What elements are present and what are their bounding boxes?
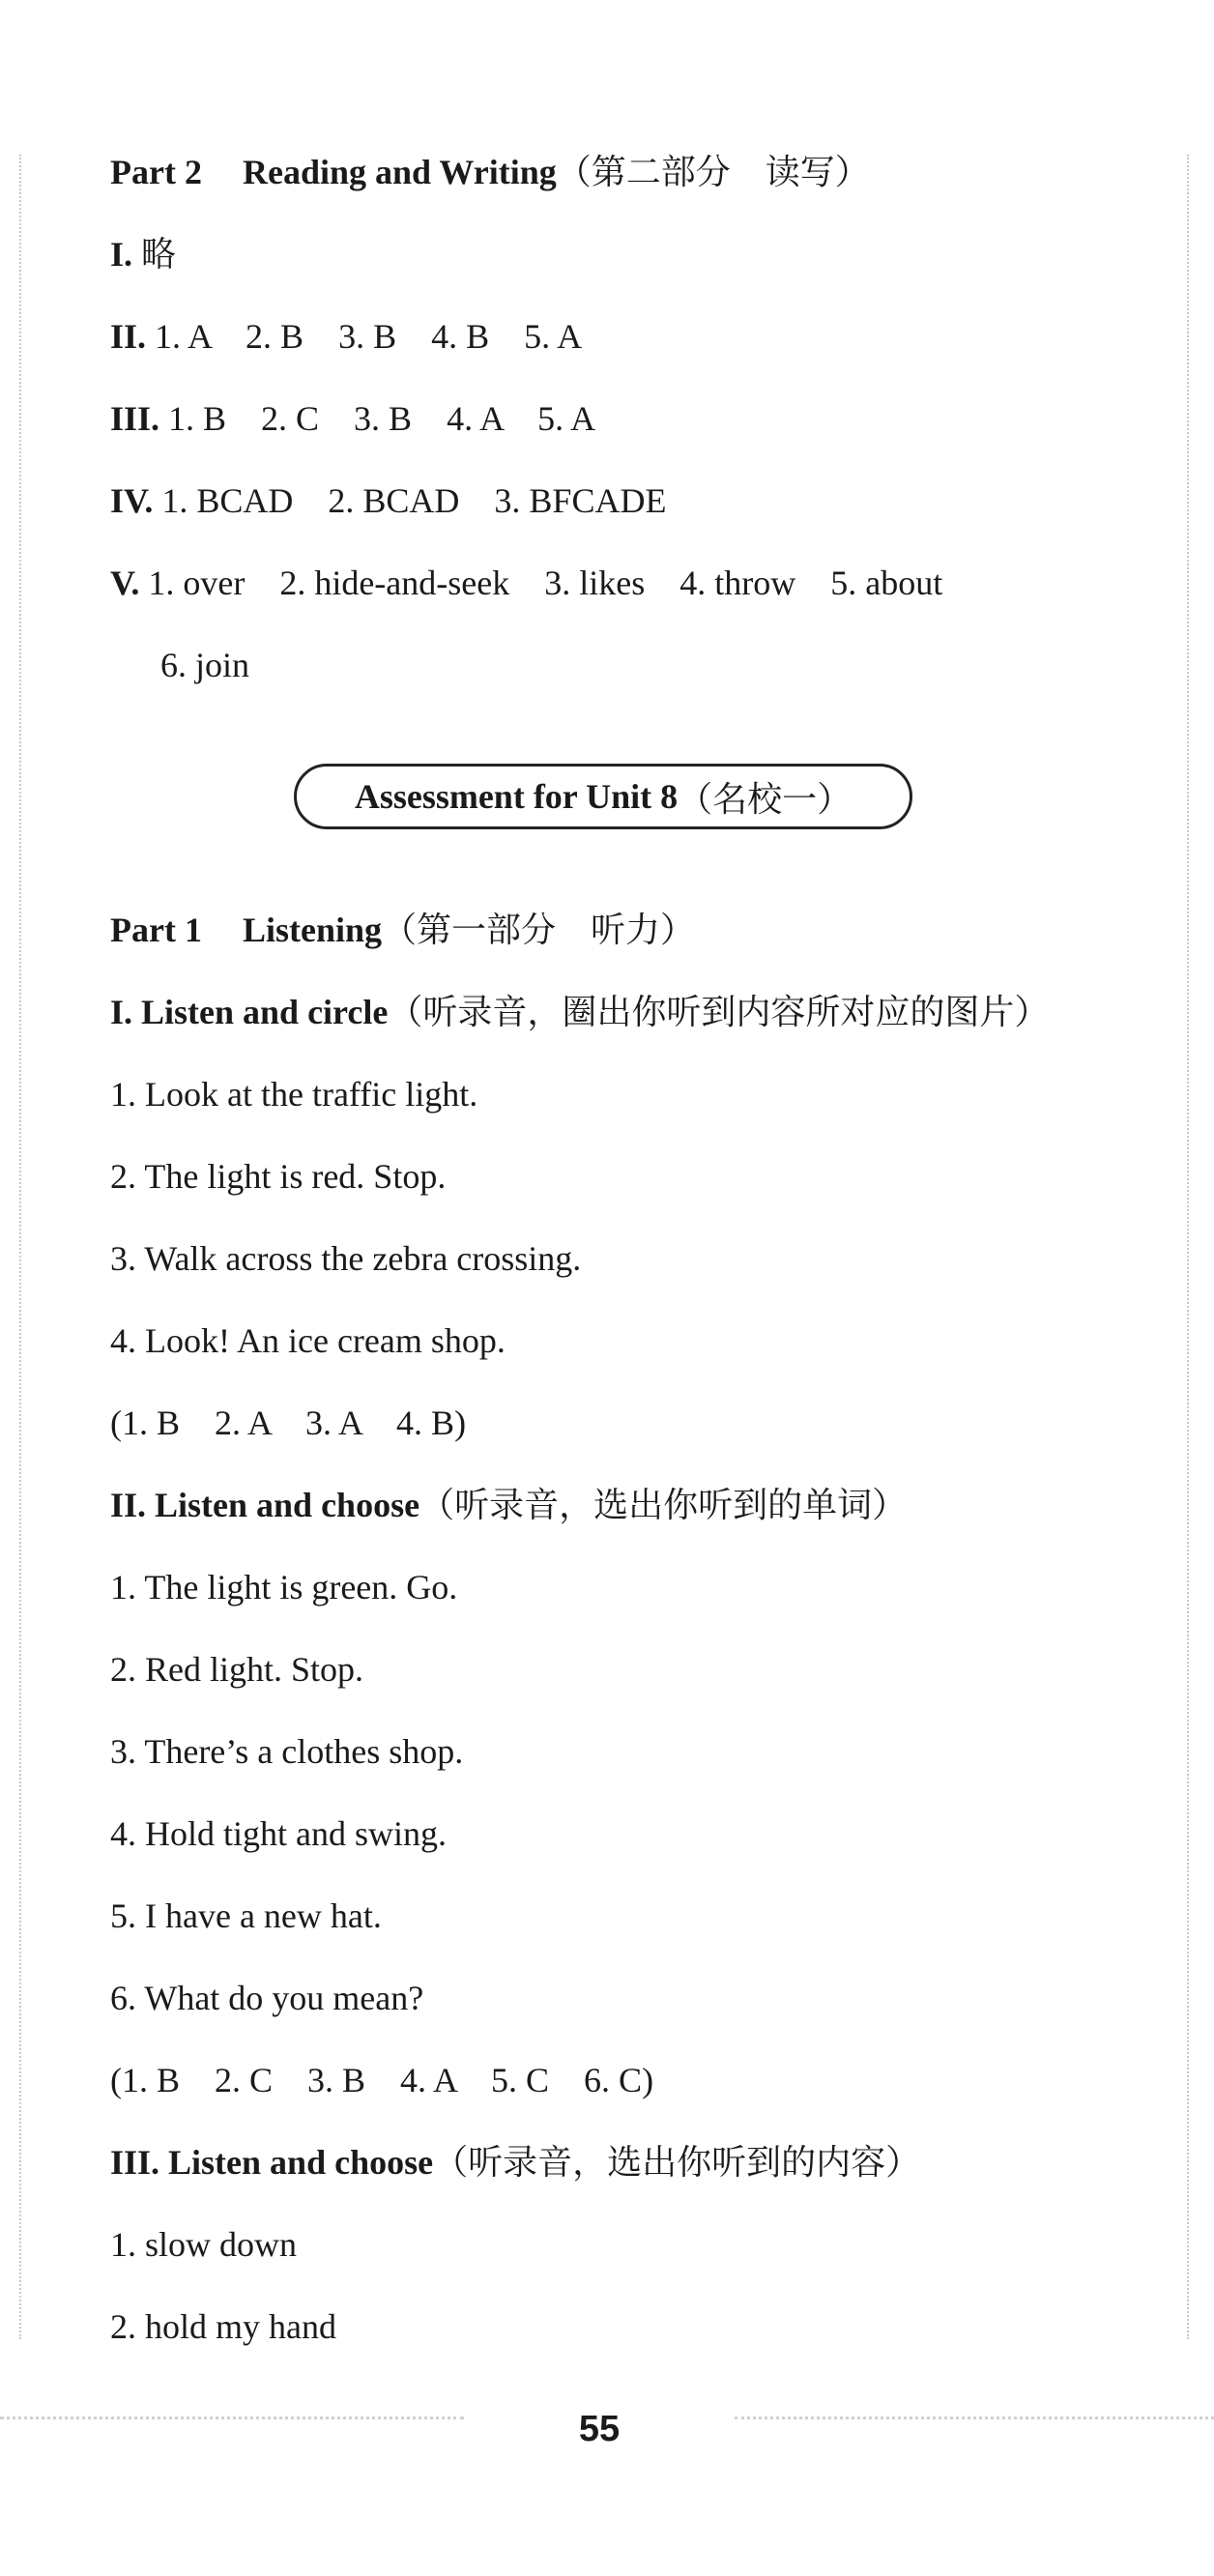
- section2-answers: (1. B 2. C 3. B 4. A 5. C 6. C): [110, 2061, 654, 2099]
- part2-item-4: IV. 1. BCAD 2. BCAD 3. BFCADE: [110, 481, 667, 520]
- part2-item-1: I. 略: [110, 235, 177, 274]
- section1-line-4: 4. Look! An ice cream shop.: [110, 1321, 506, 1360]
- assessment-title-cn: （名校一）: [678, 779, 853, 819]
- page-number: 55: [578, 2409, 621, 2449]
- part2-item-3: III. 1. B 2. C 3. B 4. A 5. A: [110, 399, 596, 438]
- section1-answers: (1. B 2. A 3. A 4. B): [110, 1404, 467, 1442]
- section2-line-2: 2. Red light. Stop.: [110, 1650, 364, 1689]
- section2-line-1: 1. The light is green. Go.: [110, 1568, 458, 1606]
- part2-heading: [110, 153, 870, 191]
- right-margin-rule: [1187, 155, 1189, 2339]
- section2-line-6: 6. What do you mean?: [110, 1979, 424, 2017]
- section2-line-3: 3. There’s a clothes shop.: [110, 1732, 464, 1771]
- part2-title-cn: （第二部分 读写）: [556, 153, 870, 191]
- part2-title: Reading and Writing: [242, 153, 557, 191]
- part1-title-cn: （第一部分 听力）: [382, 911, 696, 949]
- part1-title: Listening: [242, 911, 383, 949]
- part2-item-5: V. 1. over 2. hide-and-seek 3. likes 4. throw 5. about: [110, 564, 943, 602]
- section3-line-1: 1. slow down: [110, 2225, 298, 2264]
- left-margin-rule: [19, 155, 21, 2339]
- part2-label: Part 2: [110, 153, 202, 191]
- part1-label: Part 1: [110, 911, 202, 949]
- section1-line-2: 2. The light is red. Stop.: [110, 1157, 447, 1196]
- section1-line-1: 1. Look at the traffic light.: [110, 1075, 478, 1114]
- section3-heading: III. Listen and choose（听录音，选出你听到的内容）: [110, 2143, 921, 2182]
- section2-line-5: 5. I have a new hat.: [110, 1896, 382, 1935]
- part2-item-2: II. 1. A 2. B 3. B 4. B 5. A: [110, 317, 583, 356]
- assessment-title-box: [294, 764, 912, 829]
- part1-heading: [110, 911, 695, 949]
- section3-line-2: 2. hold my hand: [110, 2307, 336, 2346]
- section2-heading: II. Listen and choose（听录音，选出你听到的单词）: [110, 1486, 908, 1524]
- part2-item-5-continued: 6. join: [160, 646, 250, 684]
- assessment-title: Assessment for Unit 8: [354, 777, 679, 816]
- section1-line-3: 3. Walk across the zebra crossing.: [110, 1239, 582, 1278]
- section1-heading: I. Listen and circle（听录音，圈出你听到内容所对应的图片）: [110, 993, 1050, 1031]
- section2-line-4: 4. Hold tight and swing.: [110, 1814, 447, 1853]
